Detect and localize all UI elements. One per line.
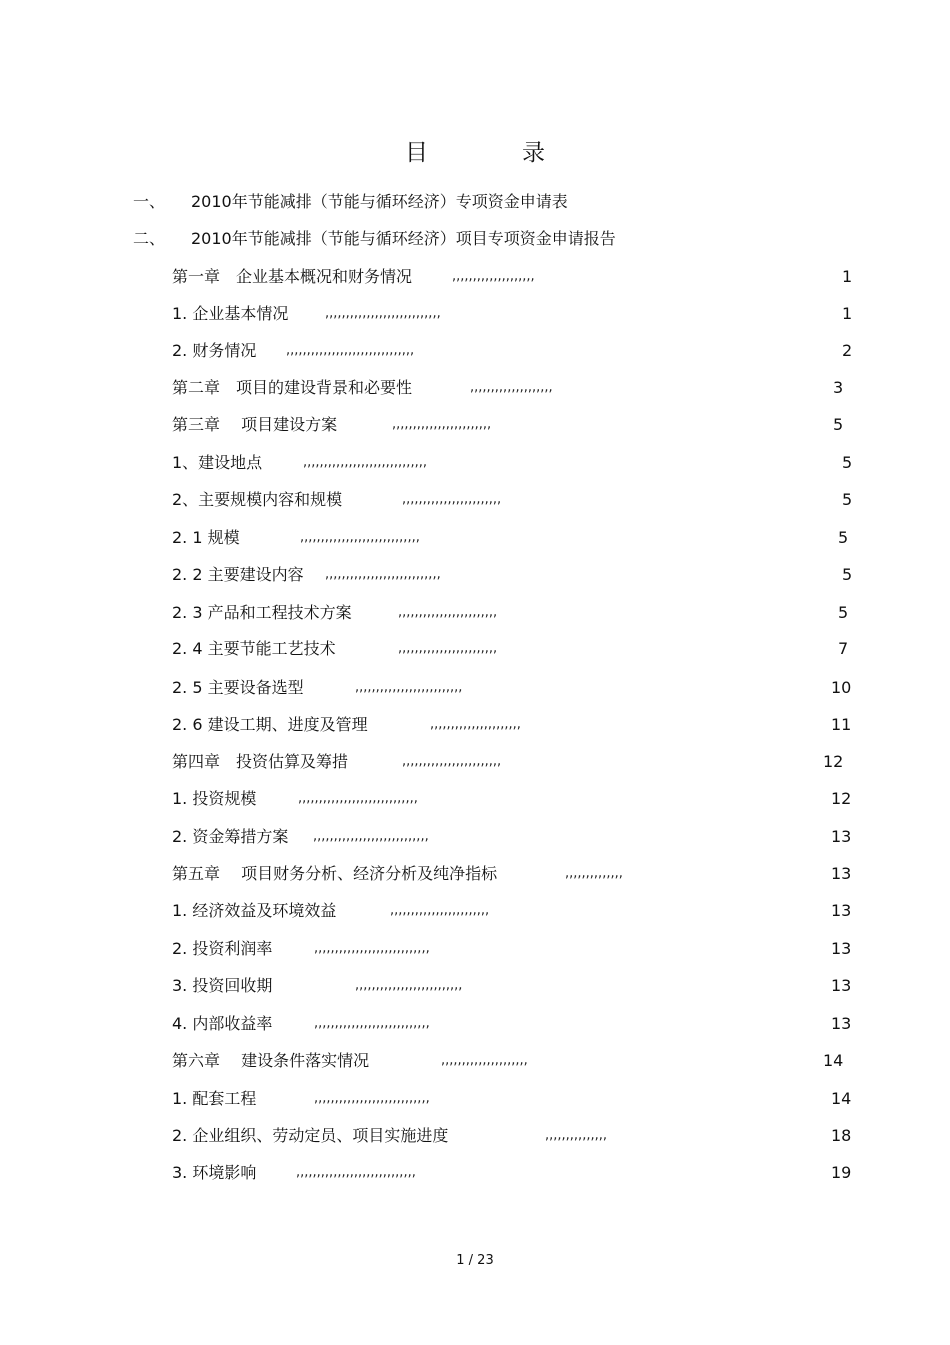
toc-label: 2、主要规模内容和规模 (172, 490, 343, 509)
toc-title-char-1: 目 (405, 140, 428, 166)
toc-row[interactable] (0, 713, 950, 737)
toc-row[interactable] (0, 1012, 950, 1036)
toc-leader-dots: ,,,,,,,,,,,,,,,,,,,,,,,,,,,,, (298, 791, 418, 806)
toc-label: 2. 6 建设工期、进度及管理 (172, 715, 368, 734)
toc-leader-dots: ,,,,,,,,,,,,,,,,,,,,,,,, (398, 641, 498, 656)
toc-leader-dots: ,,,,,,,,,,,,,,,,,,,,,,,,,, (355, 680, 463, 695)
toc-leader-dots: ,,,,,,,,,,,,,,,,,,,,,, (430, 717, 521, 732)
toc-leader-dots: ,,,,,,,,,,,,,,,,,,,,,,,, (390, 903, 490, 918)
top-entry-text: 2010年节能减排（节能与循环经济）项目专项资金申请报告 (191, 229, 616, 248)
toc-page-number: 14 (831, 1089, 852, 1108)
toc-page-number: 1 (842, 304, 853, 323)
toc-label: 第五章 项目财务分析、经济分析及纯净指标 (172, 864, 498, 883)
toc-leader-dots: ,,,,,,,,,,,,,,,,,,,,,,,,,, (355, 978, 463, 993)
toc-leader-dots: ,,,,,,,,,,,,,,,,,,,, (452, 269, 535, 284)
toc-page-number: 2 (842, 341, 853, 360)
toc-label: 2. 5 主要设备选型 (172, 678, 304, 697)
toc-label: 2. 4 主要节能工艺技术 (172, 639, 336, 658)
toc-leader-dots: ,,,,,,,,,,,,,,,,,,,,,,,,,,,, (314, 1016, 430, 1031)
toc-leader-dots: ,,,,,,,,,,,,,,,,,,,,,,,,,,,,, (296, 1165, 416, 1180)
toc-label: 第二章 项目的建设背景和必要性 (172, 378, 413, 397)
toc-row[interactable] (0, 526, 950, 550)
toc-title (0, 138, 950, 168)
toc-row[interactable] (0, 1087, 950, 1111)
toc-label: 第三章 项目建设方案 (172, 415, 338, 434)
toc-leader-dots: ,,,,,,,,,,,,,,,,,,,,,,,,,,,,, (300, 530, 420, 545)
toc-leader-dots: ,,,,,,,,,,,,,,,,,,,,,,,,,,,,,,, (286, 343, 415, 358)
toc-page-number: 13 (831, 827, 852, 846)
toc-label: 2. 3 产品和工程技术方案 (172, 603, 352, 622)
toc-leader-dots: ,,,,,,,,,,,,,, (565, 866, 623, 881)
toc-label: 1. 经济效益及环境效益 (172, 901, 337, 920)
toc-page-number: 5 (842, 565, 853, 584)
toc-page-number: 19 (831, 1163, 852, 1182)
toc-leader-dots: ,,,,,,,,,,,,,,,,,,,,,,,, (402, 492, 502, 507)
toc-row[interactable] (0, 825, 950, 849)
toc-label: 3. 环境影响 (172, 1163, 257, 1182)
toc-page-number: 13 (831, 1014, 852, 1033)
toc-page-number: 12 (831, 789, 852, 808)
toc-row[interactable] (0, 862, 950, 886)
toc-leader-dots: ,,,,,,,,,,,,,,,,,,,,,,,, (402, 754, 502, 769)
toc-leader-dots: ,,,,,,,,,,,,,,, (545, 1128, 607, 1143)
toc-page-number: 3 (833, 378, 844, 397)
toc-row[interactable] (0, 451, 950, 475)
top-entry-1[interactable] (133, 190, 833, 214)
toc-leader-dots: ,,,,,,,,,,,,,,,,,,,,,,,,,,,, (325, 567, 441, 582)
toc-page-number: 12 (823, 752, 844, 771)
toc-row[interactable] (0, 1049, 950, 1073)
toc-row[interactable] (0, 1124, 950, 1148)
toc-label: 3. 投资回收期 (172, 976, 273, 995)
toc-row[interactable] (0, 376, 950, 400)
toc-page-number: 5 (833, 415, 844, 434)
toc-row[interactable] (0, 265, 950, 289)
top-entry-number: 一、 (133, 192, 166, 211)
top-entry-number: 二、 (133, 229, 166, 248)
toc-label: 2. 财务情况 (172, 341, 257, 360)
toc-row[interactable] (0, 1161, 950, 1185)
toc-row[interactable] (0, 787, 950, 811)
toc-page-number: 5 (838, 528, 849, 547)
top-entry-2[interactable] (133, 227, 833, 251)
toc-leader-dots: ,,,,,,,,,,,,,,,,,,,,,,,,,,,, (325, 306, 441, 321)
toc-row[interactable] (0, 937, 950, 961)
toc-label: 1. 配套工程 (172, 1089, 257, 1108)
toc-page-number: 5 (842, 453, 853, 472)
toc-label: 2. 2 主要建设内容 (172, 565, 304, 584)
toc-leader-dots: ,,,,,,,,,,,,,,,,,,,,,,,,,,,,,, (303, 455, 427, 470)
toc-leader-dots: ,,,,,,,,,,,,,,,,,,,,,,,,,,,, (313, 829, 429, 844)
toc-row[interactable] (0, 750, 950, 774)
toc-row[interactable] (0, 601, 950, 625)
toc-label: 2. 资金筹措方案 (172, 827, 289, 846)
toc-leader-dots: ,,,,,,,,,,,,,,,,,,,,,,,,,,,, (314, 1091, 430, 1106)
toc-page-number: 13 (831, 864, 852, 883)
top-entry-text: 2010年节能减排（节能与循环经济）专项资金申请表 (191, 192, 568, 211)
toc-leader-dots: ,,,,,,,,,,,,,,,,,,,,,,,, (398, 605, 498, 620)
toc-page-number: 1 (842, 267, 853, 286)
toc-row[interactable] (0, 563, 950, 587)
toc-row[interactable] (0, 899, 950, 923)
toc-leader-dots: ,,,,,,,,,,,,,,,,,,,,,,,,,,,, (314, 941, 430, 956)
toc-leader-dots: ,,,,,,,,,,,,,,,,,,,,, (441, 1053, 528, 1068)
toc-leader-dots: ,,,,,,,,,,,,,,,,,,,, (470, 380, 553, 395)
toc-page-number: 5 (842, 490, 853, 509)
toc-label: 4. 内部收益率 (172, 1014, 273, 1033)
toc-page-number: 5 (838, 603, 849, 622)
toc-leader-dots: ,,,,,,,,,,,,,,,,,,,,,,,, (392, 417, 492, 432)
toc-label: 1、建设地点 (172, 453, 263, 472)
toc-row[interactable] (0, 974, 950, 998)
page-footer: 1 / 23 (456, 1253, 494, 1268)
toc-label: 第四章 投资估算及筹措 (172, 752, 349, 771)
toc-label: 第六章 建设条件落实情况 (172, 1051, 370, 1070)
toc-row[interactable] (0, 637, 950, 661)
toc-page-number: 13 (831, 901, 852, 920)
toc-page-number: 7 (838, 639, 849, 658)
toc-label: 2. 投资利润率 (172, 939, 273, 958)
toc-page-number: 18 (831, 1126, 852, 1145)
toc-page-number: 13 (831, 939, 852, 958)
toc-title-char-2: 录 (522, 140, 545, 166)
toc-page-number: 13 (831, 976, 852, 995)
toc-row[interactable] (0, 676, 950, 700)
toc-label: 2. 企业组织、劳动定员、项目实施进度 (172, 1126, 449, 1145)
toc-row[interactable] (0, 339, 950, 363)
toc-label: 1. 投资规模 (172, 789, 257, 808)
toc-page-number: 10 (831, 678, 852, 697)
toc-row[interactable] (0, 413, 950, 437)
toc-row[interactable] (0, 488, 950, 512)
toc-row[interactable] (0, 302, 950, 326)
toc-page-number: 14 (823, 1051, 844, 1070)
toc-page-number: 11 (831, 715, 852, 734)
toc-label: 第一章 企业基本概况和财务情况 (172, 267, 413, 286)
toc-label: 2. 1 规模 (172, 528, 240, 547)
toc-label: 1. 企业基本情况 (172, 304, 289, 323)
